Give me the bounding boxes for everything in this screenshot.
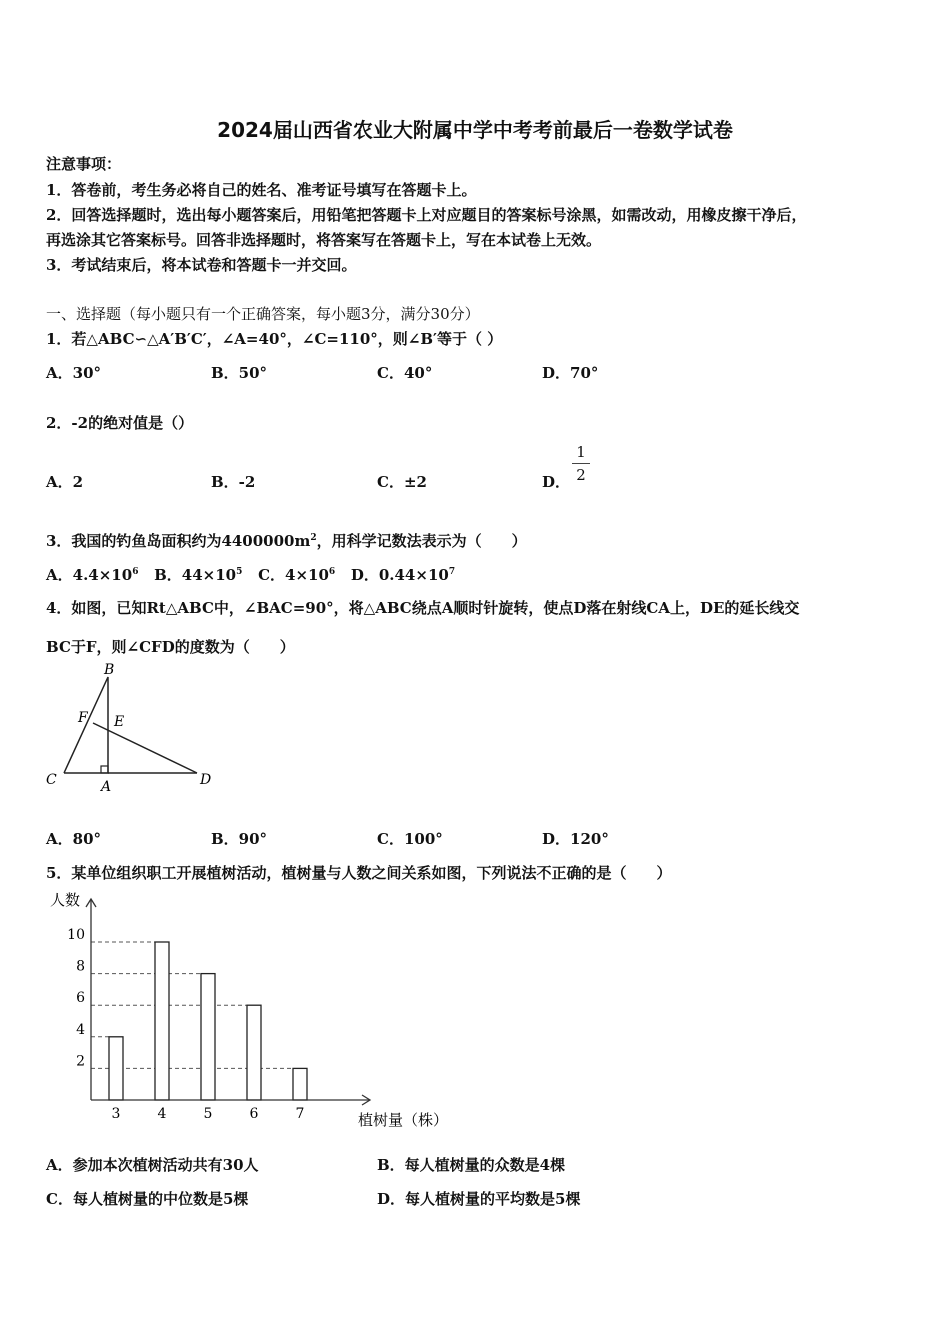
q3-option-a: A．$4.4\times 10^6$ [46, 566, 139, 584]
y-tick-label: 6 [76, 990, 85, 1007]
q2-stem: 2．-2的绝对值是（） [46, 414, 194, 432]
label-c: C [46, 772, 57, 788]
fraction-one-half [572, 443, 590, 484]
label-e: E [114, 714, 125, 730]
notice-item: 1．答卷前，考生务必将自己的姓名、准考证号填写在答题卡上。 [46, 181, 477, 199]
section-heading: 一、选择题（每小题只有一个正确答案，每小题3分，满分30分） [46, 305, 480, 323]
bar-4 [155, 942, 169, 1100]
q3-options [46, 564, 455, 585]
bar-3 [109, 1037, 123, 1100]
tree-planting-bar-chart [40, 885, 480, 1135]
q4-option-c: C．100° [377, 830, 443, 848]
q5-option-b: B．每人植树量的众数是4棵 [377, 1156, 566, 1174]
label-a: A [101, 779, 112, 795]
fraction-numerator: 1 [576, 443, 586, 461]
x-tick-label: 6 [249, 1106, 259, 1122]
chart-bars [109, 942, 307, 1100]
label-b: B [104, 662, 115, 678]
q3-option-d: D．$0.44\times 10^7$ [350, 566, 456, 584]
label-f: F [78, 710, 88, 726]
notice-item: 2．回答选择题时，选出每小题答案后，用铅笔把答题卡上对应题目的答案标号涂黑，如需改动，用橡皮擦干净后， [46, 206, 807, 224]
notice-heading: 注意事项： [46, 155, 122, 173]
q2-option-b: B．-2 [211, 473, 256, 491]
bar-7 [293, 1068, 307, 1100]
q4-stem-line2: BC于F，则∠CFD的度数为（ ） [46, 638, 295, 656]
y-tick-label: 10 [67, 927, 85, 943]
q1-option-d: D．70° [542, 364, 599, 382]
x-axis-label: 植树量（株） [358, 1111, 449, 1129]
q5-option-a: A．参加本次植树活动共有30人 [46, 1156, 259, 1174]
right-angle-mark [101, 766, 108, 773]
x-tick-label: 3 [111, 1106, 121, 1122]
q3-option-c: C．$4\times 10^6$ [258, 566, 336, 584]
q4-option-d: D．120° [542, 830, 609, 848]
q2-option-a: A．2 [46, 473, 84, 491]
x-tick-label: 5 [203, 1106, 213, 1122]
page-title: 2024届山西省农业大附属中学中考考前最后一卷数学试卷 [217, 118, 733, 142]
y-tick-label: 8 [76, 958, 85, 975]
bar-6 [247, 1005, 261, 1100]
q3-option-b: B．$44\times 10^5$ [154, 566, 243, 584]
q5-option-d: D．每人植树量的平均数是5棵 [377, 1190, 581, 1208]
x-tick-label: 7 [295, 1106, 305, 1122]
q2-option-c: C．±2 [377, 473, 427, 491]
q1-stem: 1．若△ABC∽△A′B′C′，∠A=40°，∠C=110°，则∠B′等于（ ） [46, 330, 503, 348]
chart-tick-labels [67, 927, 304, 1122]
q4-stem-line1: 4．如图，已知Rt△ABC中，∠BAC=90°，将△ABC绕点A顺时针旋转，使点D落在射线CA上，DE的延长线交 [46, 599, 800, 617]
q1-option-a: A．30° [46, 364, 102, 382]
y-tick-label: 4 [76, 1021, 85, 1038]
fraction-denominator: 2 [576, 466, 586, 484]
q4-option-a: A．80° [46, 830, 102, 848]
y-axis-label: 人数 [50, 891, 81, 909]
q4-option-b: B．90° [211, 830, 268, 848]
q5-option-c: C．每人植树量的中位数是5棵 [46, 1190, 249, 1208]
q5-stem: 5．某单位组织职工开展植树活动，植树量与人数之间关系如图，下列说法不正确的是（ ） [46, 864, 672, 882]
q1-option-c: C．40° [377, 364, 433, 382]
q1-option-b: B．50° [211, 364, 268, 382]
label-d: D [200, 772, 212, 788]
y-tick-label: 2 [76, 1053, 85, 1070]
q3-stem: 3．我国的钓鱼岛面积约为$4400000m^2$，用科学记数法表示为（ ） [46, 532, 527, 550]
x-tick-label: 4 [157, 1106, 167, 1122]
fraction-bar [572, 463, 590, 464]
notice-item: 再选涂其它答案标号。回答非选择题时，将答案写在答题卡上，写在本试卷上无效。 [46, 231, 602, 249]
q2-option-d: D． [542, 473, 571, 491]
q4-triangle-figure [42, 660, 217, 795]
notice-item: 3．考试结束后，将本试卷和答题卡一并交回。 [46, 256, 357, 274]
bar-5 [201, 974, 215, 1100]
